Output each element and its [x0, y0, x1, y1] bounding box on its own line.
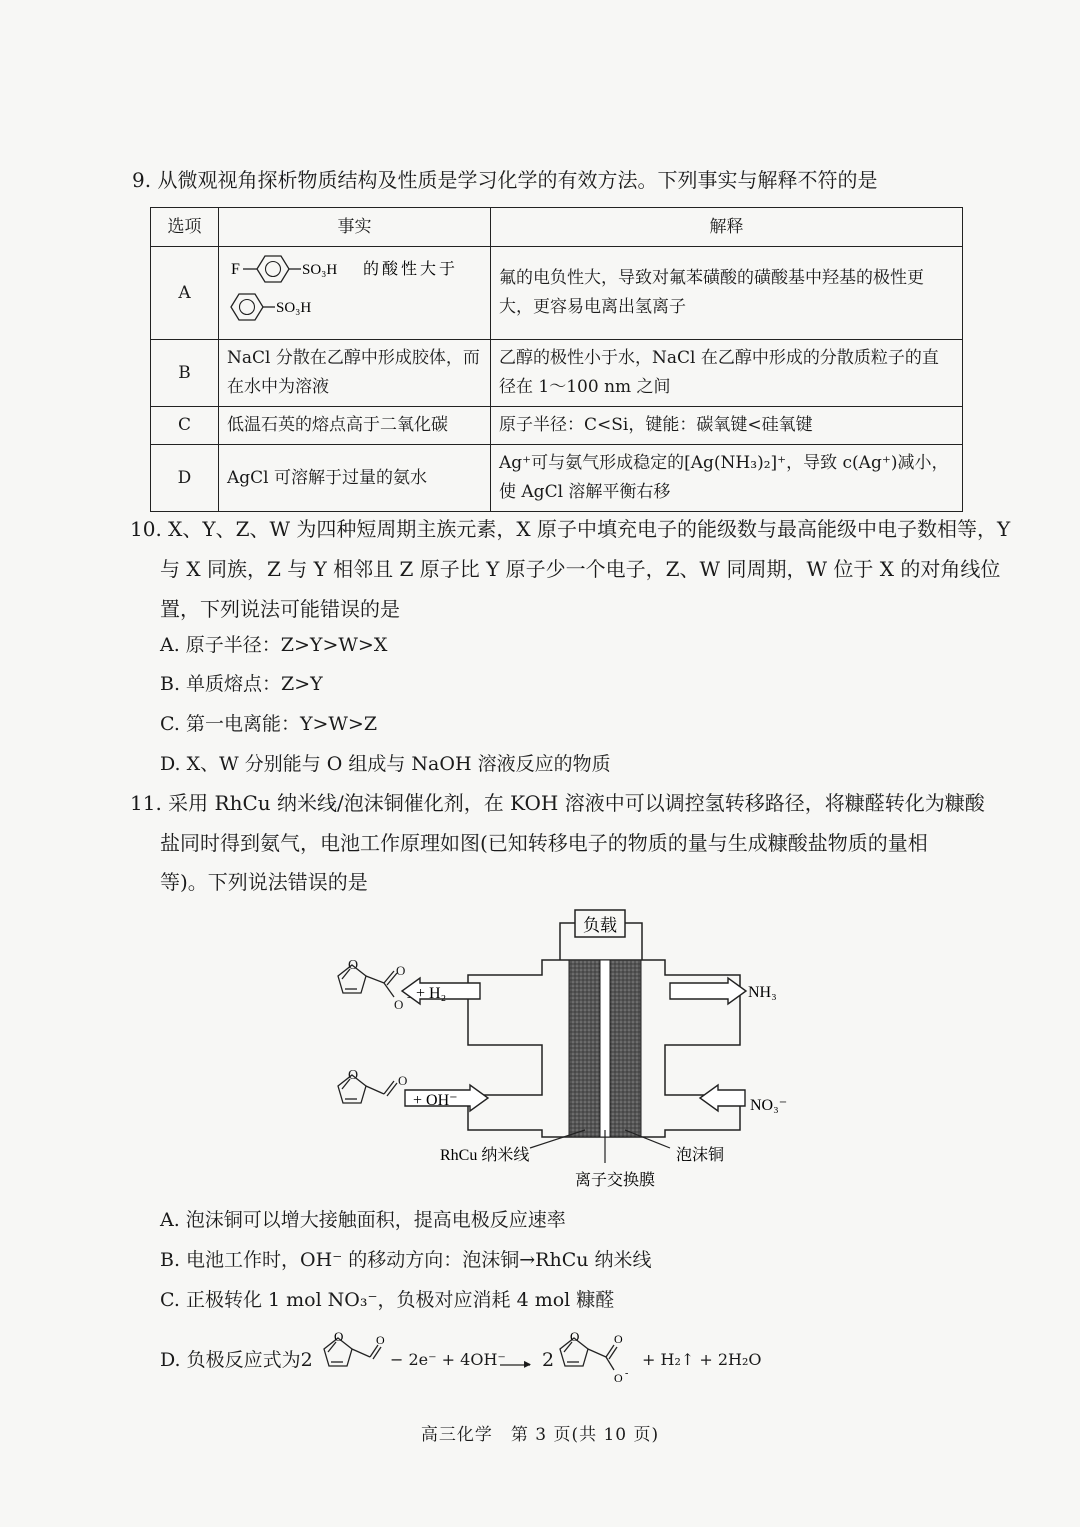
table-header-row — [151, 208, 963, 247]
furoate-structure-d — [552, 1326, 642, 1388]
furfural-structure — [338, 1075, 397, 1103]
right-bottom-label: NO₃⁻ — [750, 1097, 788, 1114]
ion-exchange-membrane — [600, 960, 610, 1137]
row-label: D — [151, 445, 219, 512]
q10-option-a: A. 原子半径：Z>Y>W>X — [160, 634, 388, 656]
svg-text:O: O — [334, 1329, 344, 1344]
arrow-left-in-icon — [700, 1085, 745, 1111]
rhcu-electrode — [569, 960, 600, 1137]
header-option: 选项 — [151, 208, 219, 247]
row-label: A — [151, 247, 219, 340]
q11-line2: 盐同时得到氨气，电池工作原理如图(已知转移电子的物质的量与生成糠酸盐物质的量相 — [160, 831, 928, 855]
header-fact: 事实 — [219, 208, 491, 247]
row-label: C — [151, 407, 219, 445]
row-explain: Ag⁺可与氨气形成稳定的[Ag(NH₃)₂]⁺，导致 c(Ag⁺)减小，使 AgCl 溶解平衡右移 — [491, 445, 963, 512]
svg-text:O: O — [348, 958, 359, 973]
table-row — [151, 247, 963, 340]
q10-option-d: D. X、W 分别能与 O 组成与 NaOH 溶液反应的物质 — [160, 753, 611, 775]
sulfonic-acid-structures — [225, 249, 481, 327]
q11-option-d-prefix: D. 负极反应式为2 — [160, 1349, 313, 1371]
q11-option-c: C. 正极转化 1 mol NO₃⁻，负极对应消耗 4 mol 糠醛 — [160, 1289, 615, 1311]
benzene-ring-icon — [257, 256, 289, 282]
q10-line2: 与 X 同族，Z 与 Y 相邻且 Z 原子比 Y 原子少一个电子，Z、W 同周期，W 位于 X 的对角线位 — [160, 557, 1001, 581]
svg-text:O: O — [398, 1073, 408, 1088]
benzene-ring-icon — [231, 294, 263, 320]
row-explain: 氟的电负性大，导致对氟苯磺酸的磺酸基中羟基的极性更大，更容易电离出氢离子 — [491, 247, 963, 340]
so3h-label: SO₃H — [302, 262, 338, 278]
svg-text:O: O — [376, 1333, 385, 1347]
svg-text:-: - — [407, 991, 411, 1003]
q9-table — [150, 207, 963, 512]
row-explain: 乙醇的极性小于水，NaCl 在乙醇中形成的分散质粒子的直径在 1～100 nm 之间 — [491, 340, 963, 407]
header-explain: 解释 — [491, 208, 963, 247]
row-fact: 低温石英的熔点高于二氧化碳 — [219, 407, 491, 445]
row-fact — [219, 247, 491, 340]
q11-option-d-tail: + H₂↑ + 2H₂O — [642, 1350, 762, 1369]
svg-text:O: O — [570, 1329, 580, 1344]
left-bottom-label: + OH⁻ — [413, 1092, 458, 1109]
table-row — [151, 407, 963, 445]
svg-text:O: O — [394, 997, 404, 1012]
battery-diagram — [320, 905, 790, 1195]
so3h-label: SO₃H — [276, 300, 312, 316]
fact-a-text: 的酸性大于 — [363, 261, 459, 278]
q11-line3: 等)。下列说法错误的是 — [160, 870, 368, 894]
row-fact: NaCl 分散在乙醇中形成胶体，而在水中为溶液 — [219, 340, 491, 407]
svg-text:-: - — [625, 1368, 629, 1379]
furoate-structure — [338, 965, 397, 997]
reaction-arrowhead-icon: ▸ — [524, 1356, 532, 1372]
q10-option-b: B. 单质熔点：Z>Y — [160, 673, 323, 695]
fluorine-label: F — [231, 261, 240, 278]
q11-option-d-coef: 2 — [542, 1349, 555, 1371]
svg-text:O: O — [614, 1371, 623, 1385]
q11-option-b: B. 电池工作时，OH⁻ 的移动方向：泡沫铜→RhCu 纳米线 — [160, 1249, 652, 1271]
table-row — [151, 340, 963, 407]
q11-option-a: A. 泡沫铜可以增大接触面积，提高电极反应速率 — [160, 1209, 566, 1231]
left-top-label: + H₂ — [416, 985, 447, 1002]
row-explain: 原子半径：C<Si，键能：碳氧键<硅氧键 — [491, 407, 963, 445]
q11-line1: 11. 采用 RhCu 纳米线/泡沫铜催化剂，在 KOH 溶液中可以调控氢转移路径，将糠醛转化为糠酸 — [130, 791, 985, 815]
row-fact: AgCl 可溶解于过量的氨水 — [219, 445, 491, 512]
furfural-structure-d — [316, 1326, 386, 1382]
q10-line1: 10. X、Y、Z、W 为四种短周期主族元素，X 原子中填充电子的能级数与最高能级中电子数相等，Y — [130, 517, 1011, 541]
q11-option-d-mid: − 2e⁻ + 4OH⁻ — [390, 1350, 506, 1369]
right-top-label: NH₃ — [748, 984, 777, 1001]
copper-foam-label: 泡沫铜 — [676, 1147, 725, 1164]
arrow-right-out-icon — [670, 978, 746, 1004]
q9-stem: 9. 从微观视角探析物质结构及性质是学习化学的有效方法。下列事实与解释不符的是 — [132, 168, 878, 192]
row-label: B — [151, 340, 219, 407]
page-footer: 高三化学 第 3 页(共 10 页) — [420, 1425, 660, 1445]
rhcu-label: RhCu 纳米线 — [440, 1147, 530, 1164]
membrane-label: 离子交换膜 — [575, 1172, 656, 1189]
load-label: 负载 — [583, 916, 617, 935]
svg-text:O: O — [614, 1332, 623, 1346]
svg-text:O: O — [396, 963, 406, 978]
table-row — [151, 445, 963, 512]
copper-foam-electrode — [610, 960, 641, 1137]
q10-line3: 置，下列说法可能错误的是 — [160, 597, 400, 621]
svg-text:O: O — [348, 1068, 359, 1083]
q10-option-c: C. 第一电离能：Y>W>Z — [160, 713, 378, 735]
